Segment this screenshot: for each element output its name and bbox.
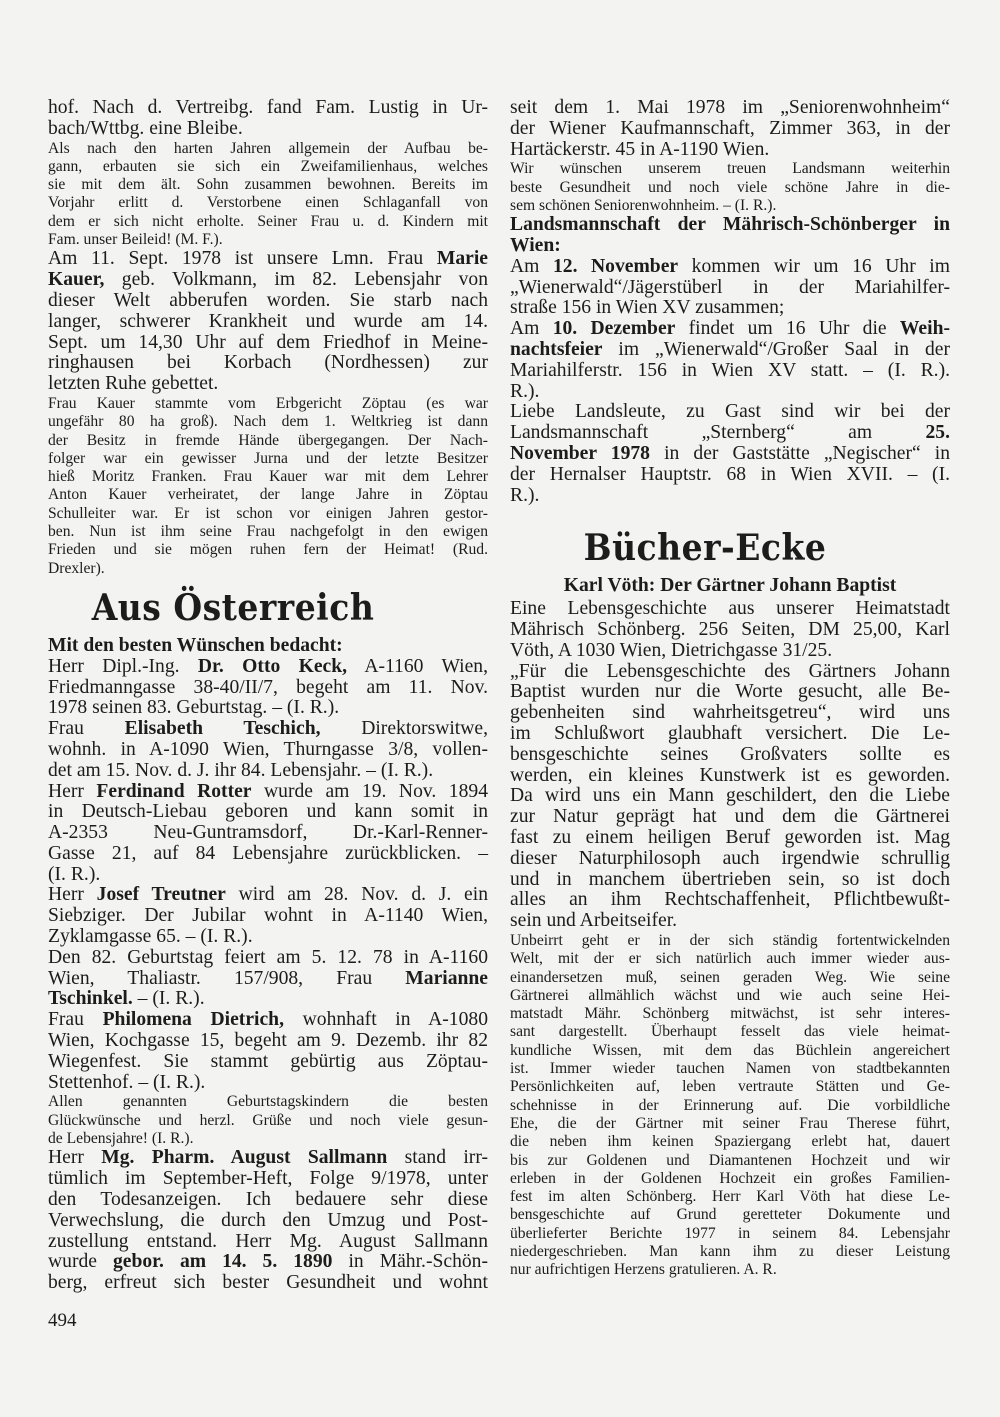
text: Unbeirrt geht er in der sich ständig fortentwickelnden [510, 931, 950, 949]
small-paragraph [48, 140, 488, 250]
text-line [510, 1225, 950, 1243]
text-line [48, 486, 488, 504]
text: Glückwünsche und herzl. Grüße und noch viele gesun- [48, 1111, 488, 1129]
text: zustellung entstand. Herr Mg. August Sallmann [48, 1230, 488, 1252]
text-line [48, 270, 488, 291]
text-line [48, 1093, 488, 1111]
paragraph [510, 319, 950, 402]
text-line [48, 802, 488, 823]
text-line [510, 215, 950, 236]
text: Wir wünschen unserem treuen Landsmann weiterhin [510, 160, 950, 178]
text: Zyklamgasse 65. – (I. R.). [48, 926, 253, 948]
text-line [510, 1042, 950, 1060]
text-line [48, 969, 488, 990]
text-line [510, 950, 950, 968]
text: Sept. um 14,30 Uhr auf dem Friedhof in Meine- [48, 331, 488, 353]
text-line [510, 1097, 950, 1115]
text-line [510, 179, 950, 197]
text: findet um 16 Uhr die [675, 318, 900, 340]
text: Wiegenfest. Sie stammt gebürtig aus Zöptau- [48, 1050, 488, 1072]
text-line [510, 890, 950, 911]
text: werden, ein kleines Kunstwerk ist es geworden. [510, 764, 950, 786]
text: Allen genannten Geburtstagskindern die besten [48, 1093, 488, 1111]
text-line [48, 844, 488, 865]
text: der Hernalser Hauptstr. 68 in Wien XVII. – (I. [510, 463, 950, 485]
paragraph [510, 402, 950, 506]
text: ungefähr 80 ha groß). Nach dem 1. Weltkrieg ist dann [48, 413, 488, 431]
text-line [48, 249, 488, 270]
text: Gasse 21, auf 84 Lebensjahre zurückblicken. – [48, 842, 488, 864]
text-line [510, 140, 950, 161]
text-line [48, 1148, 488, 1169]
bold-text: Ferdinand Rotter [96, 780, 252, 802]
text-line [48, 782, 488, 803]
text: Wien: [510, 235, 561, 257]
text: Karl Vöth: Der Gärtner Johann Baptist [563, 575, 897, 597]
paragraph [48, 98, 488, 140]
text-line [510, 703, 950, 724]
text-line [510, 361, 950, 382]
text-line [48, 1073, 488, 1094]
paragraph [510, 257, 950, 319]
text-line [510, 870, 950, 891]
text: Eine Lebensgeschichte aus unserer Heimatstadt [510, 598, 950, 620]
text-line [510, 807, 950, 828]
bold-text: gebor. am 14. 5. 1890 [112, 1251, 333, 1273]
bold-text: Mg. Pharm. August Sallmann [101, 1147, 388, 1169]
text: nur aufrichtigen Herzens gratulieren. A. R. [510, 1261, 777, 1279]
text-line [510, 340, 950, 361]
text: matstadt Mähr. Schönberg mitwächst, ist sehr interes- [510, 1005, 950, 1023]
bold-text: 25. [925, 422, 950, 444]
text: Mariahilferstr. 156 in Wien XV statt. – (I. R.). [510, 359, 950, 381]
text: A-1160 Wien, [347, 655, 488, 677]
text: Frau [48, 1009, 103, 1031]
text: wohnh. in A-1090 Wien, Thurngasse 3/8, vollen- [48, 738, 488, 760]
text-line [510, 423, 950, 444]
text: Landsmannschaft der Mährisch-Schönberger in [510, 214, 950, 236]
text: Persönlichkeiten auf, leben vertraute Stätten und Ge- [510, 1078, 950, 1096]
text-line [510, 599, 950, 620]
text: überlieferter Berichte 1977 in seinem 84. Lebensjahr [510, 1224, 950, 1242]
text-line [510, 682, 950, 703]
text-line [48, 194, 488, 212]
text: seit dem 1. Mai 1978 im „Seniorenwohnheim“ [510, 97, 950, 118]
text-line [48, 885, 488, 906]
text-line [48, 657, 488, 678]
text: gann, erbauten sie sich ein Zweifamilienhaus, welches [48, 157, 488, 175]
text: einandersetzen muß, seinen geraden Weg. Wie seine [510, 968, 950, 986]
text: in der Gaststätte „Negischer“ in [649, 443, 950, 465]
text-line [510, 486, 950, 507]
small-paragraph [48, 395, 488, 578]
text-line [48, 176, 488, 194]
text: Ehe, die der Gärtner mit seiner Frau Therese führt, [510, 1114, 950, 1132]
bold-text: Weih- [899, 318, 950, 340]
text: fest im alten Schönberg. Herr Karl Vöth hat diese Le- [510, 1188, 950, 1206]
text: R.). [510, 380, 540, 402]
text-line [48, 1031, 488, 1052]
text: der Wiener Kaufmannschaft, Zimmer 363, in der [510, 117, 950, 139]
text: Da wird uns ein Mann geschildert, den die Liebe [510, 785, 950, 807]
bold-text: Tschinkel. [48, 988, 133, 1010]
text-line [48, 450, 488, 468]
paragraph [48, 885, 488, 947]
text-line [510, 1188, 950, 1206]
text: bis zur Goldenen und Diamantenen Hochzeit und wir [510, 1151, 950, 1169]
text-line [48, 560, 488, 578]
text-line [48, 468, 488, 486]
text-line [510, 402, 950, 423]
small-paragraph [510, 932, 950, 1280]
text: Vorjahr erlitt d. Verstorbene einen Schlaganfall von [48, 194, 488, 212]
text-line [48, 989, 488, 1010]
text: geb. Volkmann, im 82. Lebensjahr von [104, 269, 488, 291]
text-line [48, 312, 488, 333]
text: bach/Wttbg. eine Bleibe. [48, 117, 243, 139]
text-line [510, 766, 950, 787]
text: erleben in der Goldenen Hochzeit ein großes Familien- [510, 1169, 950, 1187]
text: det am 15. Nov. d. J. ihr 84. Lebensjahr. – (I. R.). [48, 759, 434, 781]
bold-text: 10. Dezember [552, 318, 676, 340]
text-line [510, 724, 950, 745]
text-line [48, 1252, 488, 1273]
paragraph [510, 599, 950, 661]
text-line [510, 1060, 950, 1078]
text: Mit den besten Wünschen bedacht: [48, 634, 343, 656]
section-heading: Bücher-Ecke [583, 526, 827, 570]
text: im Schlußwort glaubhaft versichert. Die Le- [510, 723, 950, 745]
text: langer, schwerer Krankheit und wurde am 14. [48, 310, 488, 332]
text: Siebziger. Der Jubilar wohnt in A-1140 Wien, [48, 905, 488, 927]
bold-text: Dr. Otto Keck, [197, 655, 348, 677]
text-line [510, 1206, 950, 1224]
text-line [48, 1232, 488, 1253]
text-line [48, 698, 488, 719]
text: kommen wir um 16 Uhr im [678, 255, 950, 277]
text: straße 156 in Wien XV zusammen; [510, 297, 785, 319]
text: 1978 seinen 83. Geburtstag. – (I. R.). [48, 697, 340, 719]
text: fast zu einem heiligen Beruf geworden ist. Mag [510, 827, 950, 848]
text: Schulleiter war. Er ist schon vor einigen Jahren gestor- [48, 504, 488, 522]
text: zur Natur geprägt hat und dem die Gärtnerei [510, 806, 950, 828]
text: wurde am 19. Nov. 1894 [251, 780, 488, 802]
text: Liebe Landsleute, zu Gast sind wir bei der [510, 401, 950, 423]
text-line [48, 1190, 488, 1211]
bold-text: nachtsfeier [510, 339, 603, 361]
paragraph [48, 948, 488, 1010]
paragraph [510, 662, 950, 932]
text-line [510, 1115, 950, 1133]
text-line [510, 662, 950, 683]
text: Am [510, 318, 553, 340]
text-line [510, 745, 950, 766]
text: „Für die Lebensgeschichte des Gärtners Johann [510, 660, 950, 682]
text: A-2353 Neu-Guntramsdorf, Dr.-Karl-Renner- [48, 822, 488, 844]
text-line [48, 719, 488, 740]
text: Welt, mit der er sich natürlich auch immer wieder aus- [510, 950, 950, 968]
text-line [48, 98, 488, 119]
text-line [48, 333, 488, 354]
bold-text: Marianne [405, 967, 488, 989]
bold-text: 12. November [552, 255, 679, 277]
text: tümlich im September-Heft, Folge 9/1978, unter [48, 1168, 488, 1190]
text-line [48, 678, 488, 699]
text: – (I. R.). [132, 988, 205, 1010]
subheading [510, 215, 950, 257]
text-line [48, 1130, 488, 1148]
text: alles an ihm Rechtschaffenheit, Pflichtbewußt- [510, 889, 950, 911]
bold-text: Marie [436, 248, 488, 270]
text: der Besitz in fremde Hände übergegangen. Der Nach- [48, 431, 488, 449]
small-paragraph [48, 1093, 488, 1148]
text-line [48, 523, 488, 541]
text-line [510, 641, 950, 662]
text: R.). [510, 484, 540, 506]
text: Friedmanngasse 38-40/II/7, begeht am 11. Nov. [48, 676, 488, 698]
text: Landsmannschaft „Sternberg“ am [510, 422, 926, 444]
text-line [48, 213, 488, 231]
text: die neben ihm keinen Spaziergang erlebt hat, dauert [510, 1133, 950, 1151]
text: berg, erfreut sich bester Gesundheit und wohnt [48, 1272, 488, 1294]
bold-text: November 1978 [510, 443, 650, 465]
text: gebenheiten sind wahrheitsgetreu“, wird uns [510, 702, 950, 724]
text-line [48, 761, 488, 782]
text-line [48, 1112, 488, 1130]
text: bensgeschichte seines Großvaters sollte es [510, 743, 950, 765]
text-line [48, 740, 488, 761]
text-line [510, 465, 950, 486]
text: Drexler). [48, 559, 105, 577]
text-line [48, 1052, 488, 1073]
text: Am 11. Sept. 1978 ist unsere Lmn. Frau [48, 248, 437, 270]
bold-text: Philomena Dietrich, [102, 1009, 284, 1031]
text-line [48, 823, 488, 844]
text: Baptist wurden nur die Worte gesucht, alle Be- [510, 681, 950, 703]
text: ben. Nun ist ihm seine Frau nachgefolgt in den ewigen [48, 523, 488, 541]
text-line [48, 1273, 488, 1294]
text-line [48, 158, 488, 176]
text: sie mit dem ält. Sohn zusammen bewohnen. Bereits im [48, 176, 488, 194]
text-line [510, 1005, 950, 1023]
text: „Wienerwald“/Jägerstüberl in der Mariahilfer- [510, 276, 950, 298]
text-line [510, 1261, 950, 1279]
text: Mährisch Schönberg. 256 Seiten, DM 25,00, Karl [510, 619, 950, 641]
text-line [48, 865, 488, 886]
text: Herr Dipl.-Ing. [48, 655, 198, 677]
text-line [510, 278, 950, 299]
text: beste Gesundheit und noch viele schöne Jahre in die- [510, 178, 950, 196]
left-column [48, 98, 488, 1294]
text: Als nach den harten Jahren allgemein der Aufbau be- [48, 139, 488, 157]
text-line [48, 231, 488, 249]
text-line [48, 1211, 488, 1232]
text-line [48, 374, 488, 395]
section-heading: Aus Österreich [91, 585, 375, 629]
text: Herr [48, 780, 97, 802]
text: hof. Nach d. Vertreibg. fand Fam. Lustig in Ur- [48, 97, 488, 118]
text: Verwechslung, die durch den Umzug und Post- [48, 1209, 488, 1231]
text-line [510, 236, 950, 257]
text: Wien, Thaliastr. 157/908, Frau [48, 967, 406, 989]
bold-text: Kauer, [48, 269, 105, 291]
text: kundliche Wissen, mit dem das Büchlein angereichert [510, 1041, 950, 1059]
text: Frieden und sie mögen ruhen fern der Heimat! (Rud. [48, 541, 488, 559]
text: Wien, Kochgasse 15, begeht am 9. Dezemb. ihr 82 [48, 1030, 488, 1052]
text-line [510, 1152, 950, 1170]
text-line [48, 413, 488, 431]
text-line [510, 828, 950, 849]
text-line [510, 298, 950, 319]
text: Stettenhof. – (I. R.). [48, 1071, 206, 1093]
text: wurde [48, 1251, 113, 1273]
text-line [510, 849, 950, 870]
text-line [48, 541, 488, 559]
bold-text: Elisabeth Teschich, [124, 718, 321, 740]
text: sein und Arbeitseifer. [510, 910, 678, 932]
text: de Lebensjahre! (I. R.). [48, 1130, 194, 1148]
text-line [48, 140, 488, 158]
text-line [48, 291, 488, 312]
text: den Todesanzeigen. Ich bedauere sehr diese [48, 1188, 488, 1210]
text: in Deutsch-Liebau geboren und kann somit in [48, 801, 488, 823]
paragraph [48, 1010, 488, 1093]
right-column [510, 98, 950, 1280]
text: bensgeschichte auf Grund geretteter Dokumente und [510, 1206, 950, 1224]
text: in Mähr.-Schön- [332, 1251, 488, 1273]
text: Frau Kauer stammte vom Erbgericht Zöptau (es war [48, 394, 488, 412]
text: letzten Ruhe gebettet. [48, 373, 219, 395]
text-line [510, 1023, 950, 1041]
text: im „Wienerwald“/Großer Saal in der [602, 339, 950, 361]
text-line [510, 576, 950, 597]
text-line [48, 119, 488, 140]
bold-text: Josef Treutner [96, 884, 226, 906]
text: wohnhaft in A-1080 [283, 1009, 488, 1031]
text: Direktorswitwe, [320, 718, 488, 740]
text-line [510, 98, 950, 119]
text-line [510, 932, 950, 950]
text: Herr [48, 1147, 102, 1169]
text-line [48, 948, 488, 969]
text-line [510, 257, 950, 278]
text-line [510, 319, 950, 340]
text-line [48, 1169, 488, 1190]
paragraph [48, 782, 488, 886]
text-line [510, 160, 950, 178]
text: dieser Naturphilosoph auch irgendwie schrullig [510, 847, 950, 869]
paragraph [48, 249, 488, 395]
text-line [510, 444, 950, 465]
text: niedergeschrieben. Man kann ihm zu dieser Leistung [510, 1243, 950, 1261]
text-line [48, 906, 488, 927]
text: Den 82. Geburtstag feiert am 5. 12. 78 in A-1160 [48, 946, 488, 968]
paragraph [48, 657, 488, 719]
text: Herr [48, 884, 97, 906]
text-line [510, 911, 950, 932]
text: Am [510, 255, 553, 277]
paragraph [48, 1148, 488, 1294]
subheading [48, 636, 488, 657]
text: Vöth, A 1030 Wien, Dietrichgasse 31/25. [510, 639, 833, 661]
text-line [510, 987, 950, 1005]
text-line [510, 969, 950, 987]
text-line [48, 636, 488, 657]
text-line [48, 432, 488, 450]
text-line [510, 786, 950, 807]
text-line [48, 395, 488, 413]
text-line [510, 1133, 950, 1151]
text: ringhausen bei Korbach (Nordhessen) zur [48, 352, 488, 374]
text: Anton Kauer verheiratet, der lange Jahre in Zöptau [48, 486, 488, 504]
paragraph [48, 719, 488, 781]
book-title [510, 576, 950, 597]
paragraph [510, 98, 950, 160]
text-line [48, 1010, 488, 1031]
text-line [48, 353, 488, 374]
text-line [510, 1243, 950, 1261]
text-line [510, 1170, 950, 1188]
text: wird am 28. Nov. d. J. ein [225, 884, 488, 906]
small-paragraph [510, 160, 950, 215]
text: dieser Welt abberufen worden. Sie starb nach [48, 289, 488, 311]
text-line [510, 119, 950, 140]
text: folger war ein gewisser Jurna und der letzte Besitzer [48, 449, 488, 467]
text: stand irr- [387, 1147, 488, 1169]
text: sant dargestellt. Überhaupt fesselt das viele heimat- [510, 1023, 950, 1041]
text: Frau [48, 718, 125, 740]
text-line [48, 505, 488, 523]
text-line [48, 927, 488, 948]
text-line [510, 197, 950, 215]
text: und in manchem übertrieben sein, so ist doch [510, 868, 950, 890]
text-line [510, 382, 950, 403]
text: ist. Immer wieder tauchen Namen von stadtbekannten [510, 1060, 950, 1078]
text-line [510, 620, 950, 641]
text: schehnisse in der Erinnerung auf. Die vorbildliche [510, 1096, 950, 1114]
text: Fam. unser Beileid! (M. F.). [48, 231, 223, 249]
page-number: 494 [48, 1310, 77, 1331]
text-line [510, 1078, 950, 1096]
text: hieß Moritz Franken. Frau Kauer war mit dem Lehrer [48, 468, 488, 486]
text: Gärtnerei allmählich wächst und wie auch seine Hei- [510, 986, 950, 1004]
text: dem er sich nicht erholte. Seiner Frau u. d. Kindern mit [48, 212, 488, 230]
text: sem schönen Seniorenwohnheim. – (I. R.). [510, 196, 777, 214]
text: Hartäckerstr. 45 in A-1190 Wien. [510, 138, 770, 160]
text: (I. R.). [48, 863, 101, 885]
